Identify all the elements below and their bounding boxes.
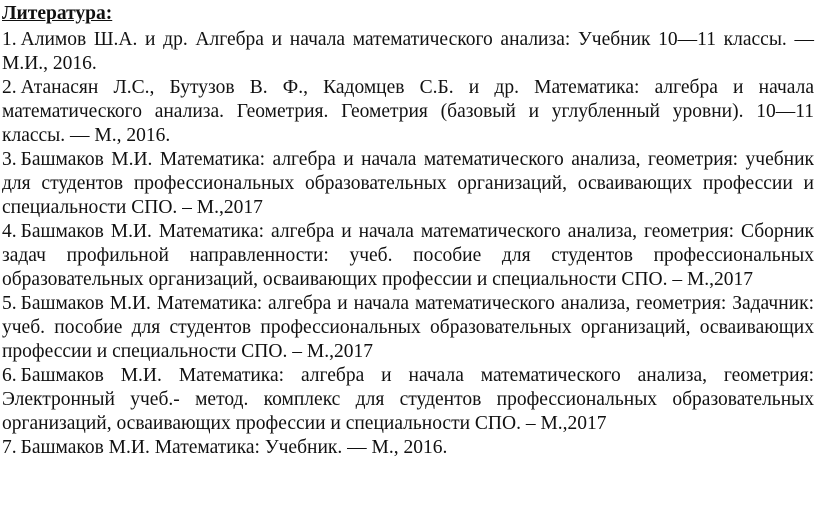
literature-page: [2, 0, 814, 460]
reference-number: 2.: [2, 77, 17, 98]
literature-heading: Литература:: [2, 3, 113, 24]
reference-text: Башмаков М.И. Математика: алгебра и начала математического анализа, геометрия: Задачник: учеб. пособие для студентов профессиональных образовательных организаций, осваивающих профессии и специальности СПО. – М.,2017: [2, 293, 814, 362]
reference-number: 7.: [2, 437, 17, 458]
reference-item: [2, 292, 814, 364]
reference-number: 3.: [2, 149, 17, 170]
reference-text: Алимов Ш.А. и др. Алгебра и начала математического анализа: Учебник 10—11 классы. — М.И., 2016.: [2, 29, 814, 74]
reference-number: 6.: [2, 365, 17, 386]
reference-number: 4.: [2, 221, 17, 242]
reference-item: [2, 436, 814, 460]
reference-number: 5.: [2, 293, 17, 314]
reference-item: [2, 364, 814, 436]
reference-text: Башмаков М.И. Математика: Учебник. — М., 2016.: [20, 437, 448, 458]
reference-text: Атанасян Л.С., Бутузов В. Ф., Кадомцев С.Б. и др. Математика: алгебра и начала математического анализа. Геометрия. Геометрия (базовый и углубленный уровни). 10—11 классы. — М., 2016.: [2, 77, 814, 146]
reference-number: 1.: [2, 29, 17, 50]
reference-item: [2, 148, 814, 220]
reference-item: [2, 28, 814, 76]
reference-text: Башмаков М.И. Математика: алгебра и начала математического анализа, геометрия: Электронный учеб.- метод. комплекс для студентов профессиональных образовательных организаций, осваивающих профессии и специальности СПО. – М.,2017: [2, 365, 814, 434]
reference-list: [2, 28, 814, 460]
reference-text: Башмаков М.И. Математика: алгебра и начала математического анализа, геометрия: Сборник задач профильной направленности: учеб. пособие для студентов профессиональных образовательных организаций, осваивающих профессии и специальности СПО. – М.,2017: [2, 221, 814, 290]
reference-text: Башмаков М.И. Математика: алгебра и начала математического анализа, геометрия: учебник для студентов профессиональных образовательных организаций, осваивающих профессии и специальности СПО. – М.,2017: [2, 149, 814, 218]
reference-item: [2, 76, 814, 148]
reference-item: [2, 220, 814, 292]
